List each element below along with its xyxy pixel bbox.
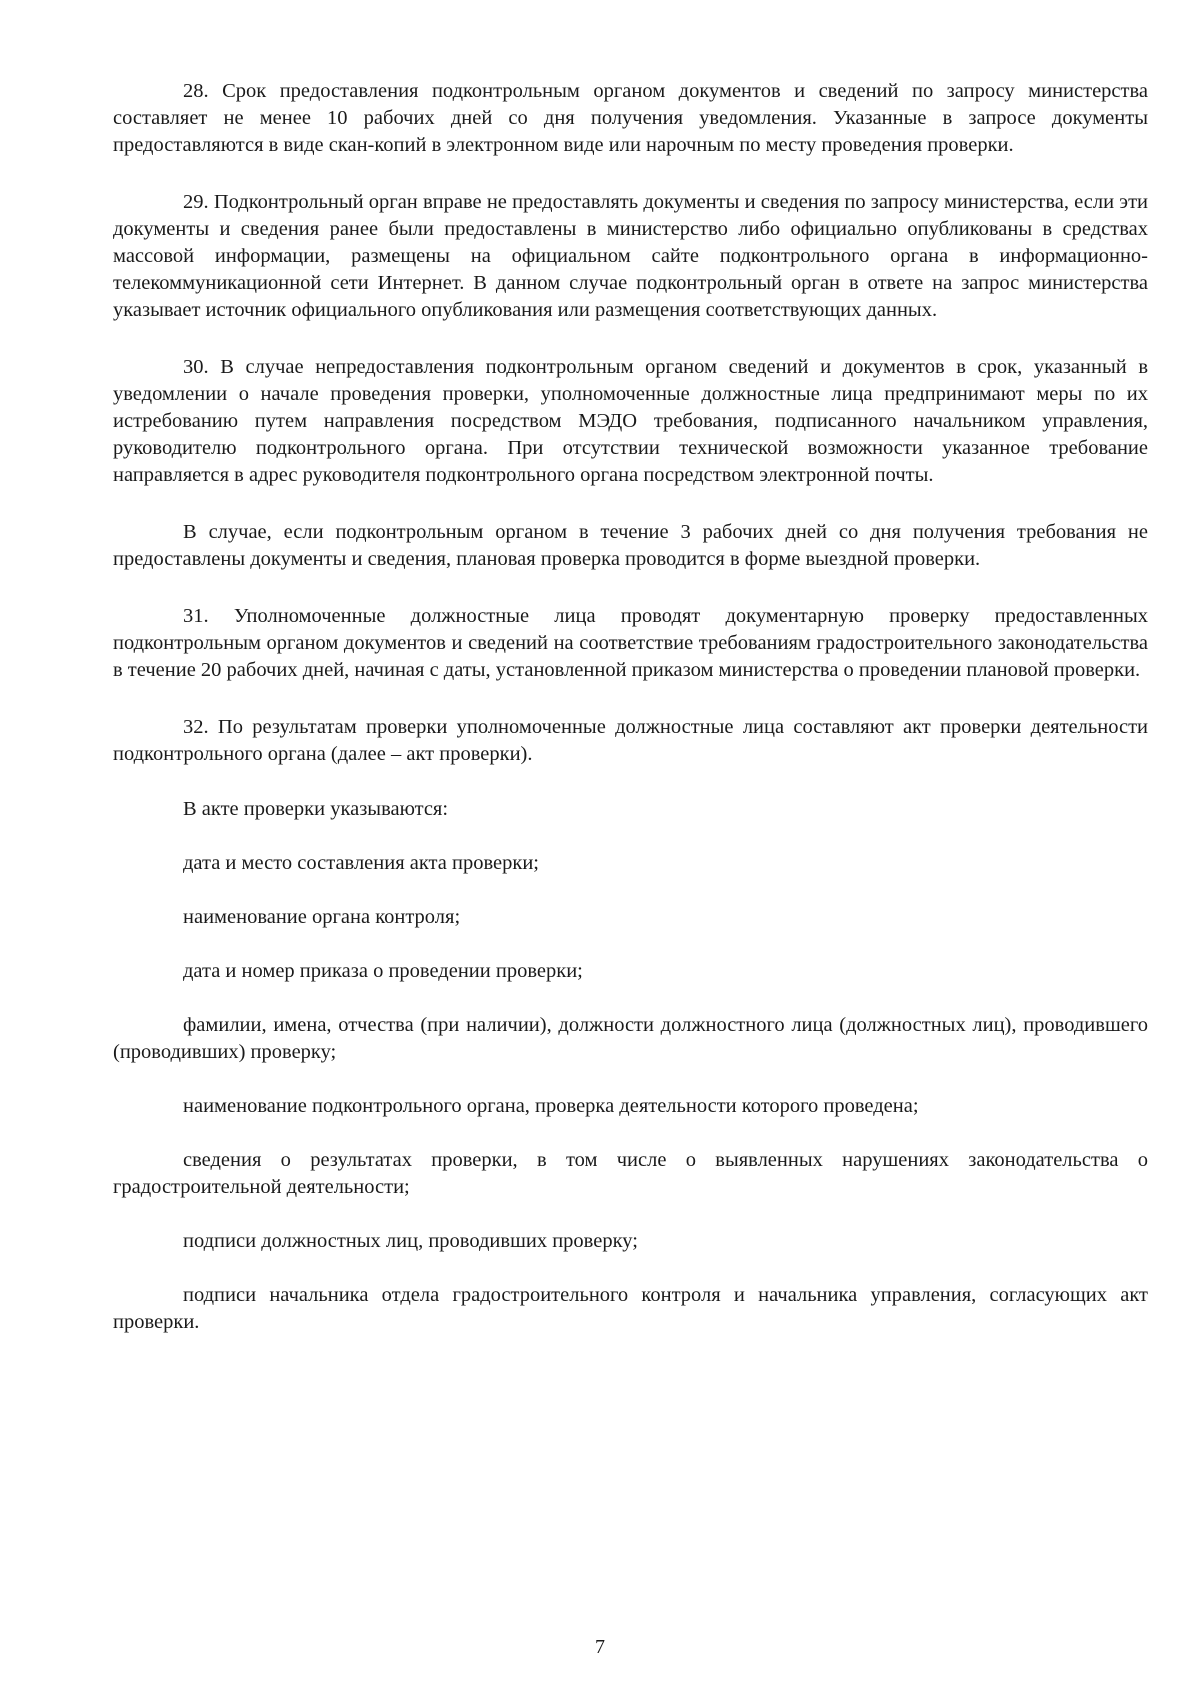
act-item-signatures: подписи должностных лиц, проводивших проверку; [183,1230,638,1252]
paragraph-31: 31. Уполномоченные должностные лица проводят документарную проверку предоставленных подконтрольным органом документов и сведений на соответствие требованиям градостроительного законодательства в течение 20 рабочих дней, начиная с даты, установленной приказом министерства о проведении плановой проверки. [113,605,1148,681]
act-item-officials: фамилии, имена, отчества (при наличии), должности должностного лица (должностных лиц), проводившего (проводивших) проверку; [113,1014,1148,1063]
paragraph-29: 29. Подконтрольный орган вправе не предоставлять документы и сведения по запросу министерства, если эти документы и сведения ранее были предоставлены в министерство либо официально опубликованы в средствах массовой информации, размещены на официальном сайте подконтрольного органа в информационно-телекоммуникационной сети Интернет. В данном случае подконтрольный орган в ответе на запрос министерства указывает источник официального опубликования или размещения соответствующих данных. [113,191,1148,321]
document-body [113,78,1148,1336]
act-item-date-place: дата и место составления акта проверки; [183,852,539,874]
act-item-inspected-body: наименование подконтрольного органа, проверка деятельности которого проведена; [183,1095,919,1117]
paragraph-30: 30. В случае непредоставления подконтрольным органом сведений и документов в срок, указанный в уведомлении о начале проведения проверки, уполномоченные должностные лица предпринимают меры по их истребованию путем направления посредством МЭДО требования, подписанного начальником управления, руководителю подконтрольного органа. При отсутствии технической возможности указанное требование направляется в адрес руководителя подконтрольного органа посредством электронной почты. [113,356,1148,486]
paragraph-32: 32. По результатам проверки уполномоченные должностные лица составляют акт проверки деятельности подконтрольного органа (далее – акт проверки). [113,716,1148,765]
paragraph-30-continuation: В случае, если подконтрольным органом в течение 3 рабочих дней со дня получения требования не предоставлены документы и сведения, плановая проверка проводится в форме выездной проверки. [113,521,1148,570]
page-number: 7 [595,1636,605,1658]
act-intro: В акте проверки указываются: [183,798,449,820]
act-item-approvals: подписи начальника отдела градостроительного контроля и начальника управления, согласующих акт проверки. [113,1284,1148,1333]
paragraph-28: 28. Срок предоставления подконтрольным органом документов и сведений по запросу министерства составляет не менее 10 рабочих дней со дня получения уведомления. Указанные в запросе документы предоставляются в виде скан-копий в электронном виде или нарочным по месту проведения проверки. [113,80,1148,156]
act-item-control-body: наименование органа контроля; [183,906,461,928]
act-item-order: дата и номер приказа о проведении проверки; [183,960,583,982]
act-item-results: сведения о результатах проверки, в том числе о выявленных нарушениях законодательства о градостроительной деятельности; [113,1149,1148,1198]
